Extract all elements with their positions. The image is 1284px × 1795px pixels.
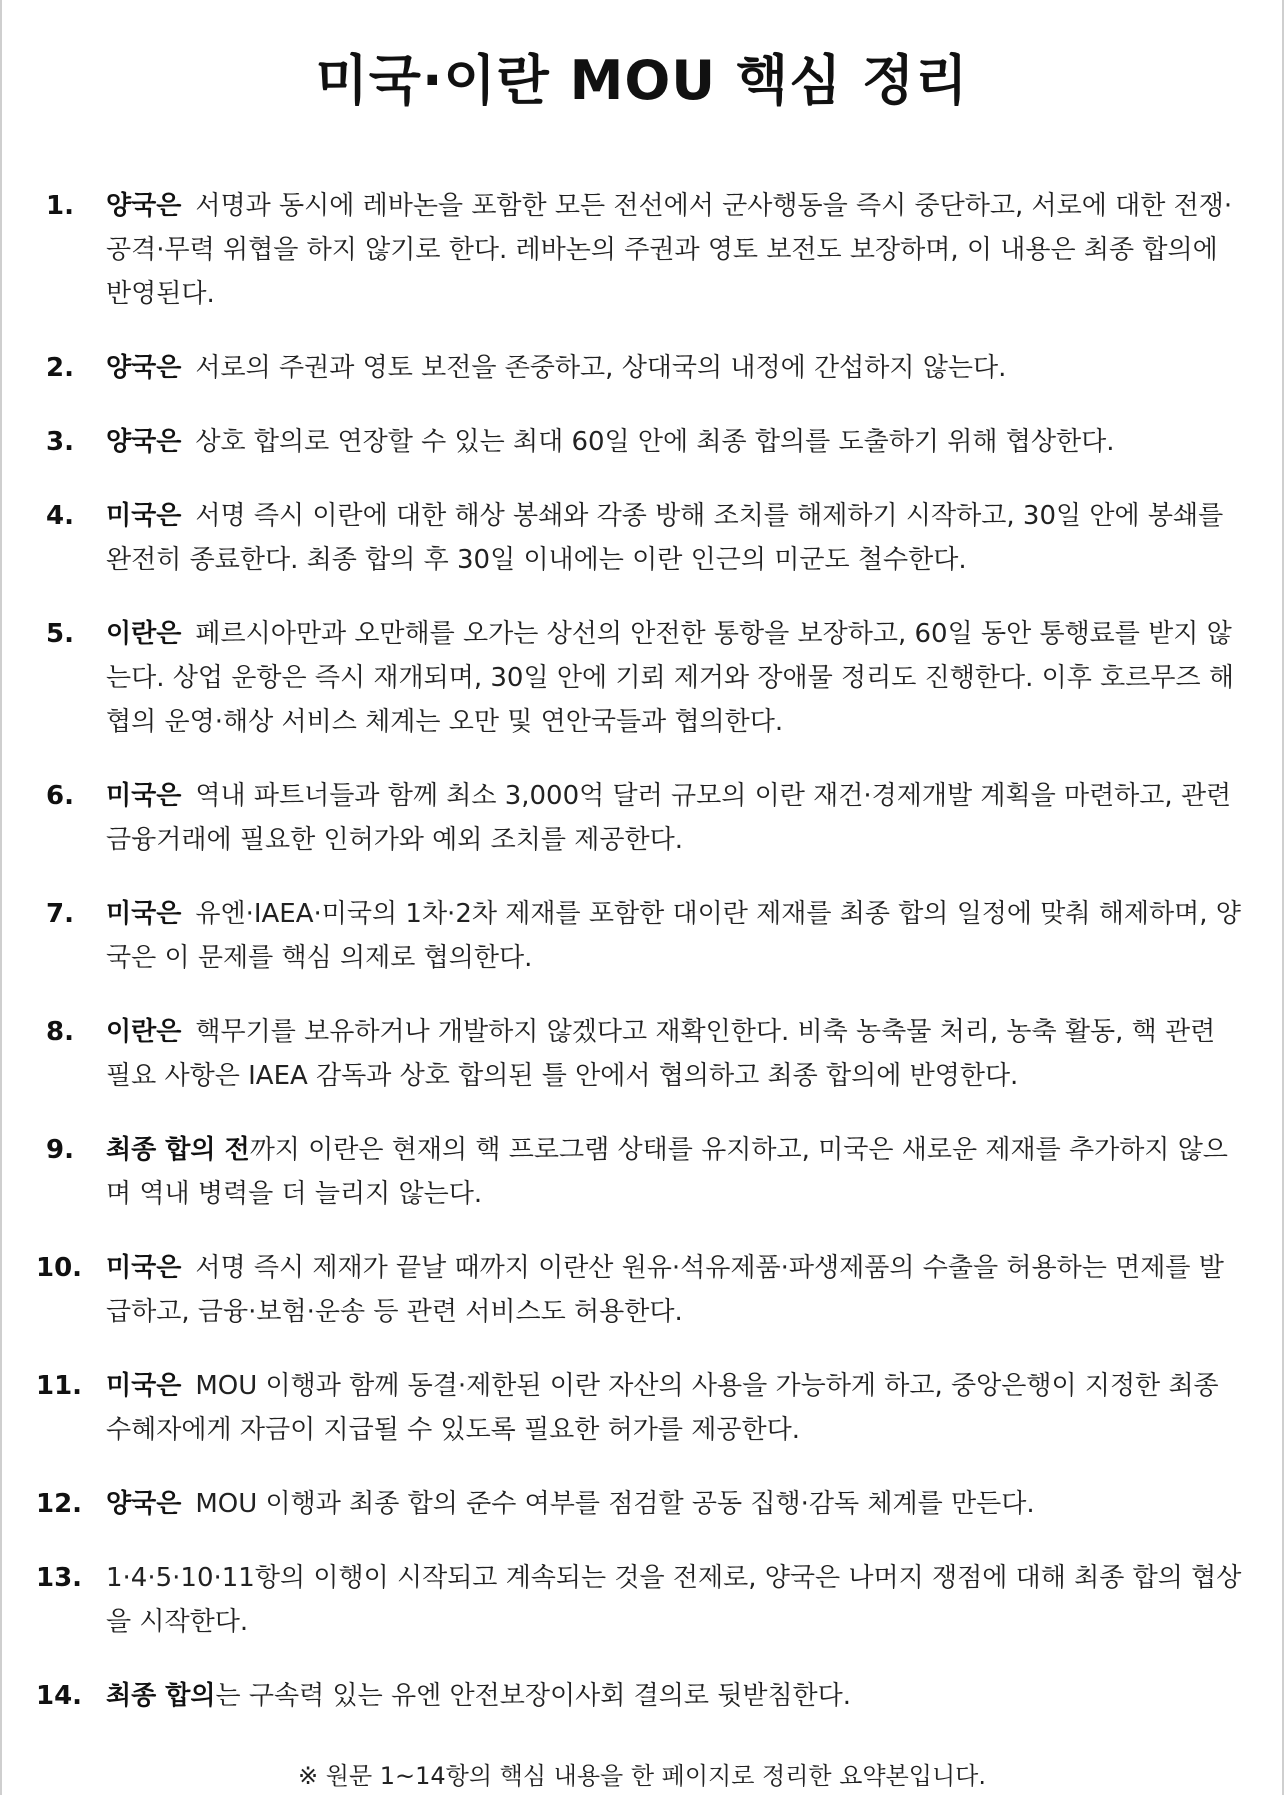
item-number: 4.: [46, 501, 74, 531]
item-subject: 양국은: [106, 427, 182, 457]
list-item: [46, 1128, 1246, 1216]
item-number: 6.: [46, 781, 74, 811]
item-number: 3.: [46, 427, 74, 457]
item-number: 9.: [46, 1135, 74, 1165]
list-item: [46, 892, 1246, 980]
footnote: ※ 원문 1~14항의 핵심 내용을 한 페이지로 정리한 요약본입니다.: [298, 1762, 986, 1790]
item-subject: 양국은: [106, 1489, 182, 1519]
item-number: 12.: [36, 1489, 83, 1519]
list-item: [46, 612, 1246, 744]
item-number: 5.: [46, 619, 74, 649]
item-subject: 미국은: [106, 501, 182, 531]
item-number: 8.: [46, 1017, 74, 1047]
item-text: 핵무기를 보유하거나 개발하지 않겠다고 재확인한다. 비축 농축물 처리, 농축 활동, 핵 관련 필요 사항은 IAEA 감독과 상호 합의된 틀 안에서 협의하고 최종 합의에 반영한다.: [106, 1017, 1216, 1091]
item-subject: 이란은: [106, 619, 182, 649]
list-item: [46, 420, 1246, 464]
item-subject: 양국은: [106, 191, 182, 221]
item-text: 상호 합의로 연장할 수 있는 최대 60일 안에 최종 합의를 도출하기 위해 협상한다.: [195, 427, 1115, 457]
page-title: 미국·이란 MOU 핵심 정리: [315, 49, 969, 112]
item-number: 11.: [36, 1371, 83, 1401]
item-text: 페르시아만과 오만해를 오가는 상선의 안전한 통항을 보장하고, 60일 동안 통행료를 받지 않는다. 상업 운항은 즉시 재개되며, 30일 안에 기뢰 제거와 장애물 정리도 진행한다. 이후 호르무즈 해협의 운영·해상 서비스 체계는 오만 및 연안국들과 협의한다.: [106, 619, 1234, 737]
list-item: [46, 774, 1246, 862]
item-number: 13.: [36, 1563, 83, 1593]
item-subject: 최종 합의 전: [106, 1135, 250, 1165]
item-number: 1.: [46, 191, 74, 221]
item-text: 서명 즉시 이란에 대한 해상 봉쇄와 각종 방해 조치를 해제하기 시작하고, 30일 안에 봉쇄를 완전히 종료한다. 최종 합의 후 30일 이내에는 이란 인근의 미군도 철수한다.: [106, 501, 1224, 575]
item-text: 역내 파트너들과 함께 최소 3,000억 달러 규모의 이란 재건·경제개발 계획을 마련하고, 관련 금융거래에 필요한 인허가와 예외 조치를 제공한다.: [106, 781, 1232, 855]
item-number: 14.: [36, 1681, 83, 1711]
list-item: [36, 1246, 1246, 1334]
item-text: 유엔·IAEA·미국의 1차·2차 제재를 포함한 대이란 제재를 최종 합의 일정에 맞춰 해제하며, 양국은 이 문제를 핵심 의제로 협의한다.: [106, 899, 1241, 973]
list-item: [36, 1364, 1246, 1452]
item-text: 1·4·5·10·11항의 이행이 시작되고 계속되는 것을 전제로, 양국은 나머지 쟁점에 대해 최종 합의 협상을 시작한다.: [106, 1563, 1242, 1637]
item-text: 서로의 주권과 영토 보전을 존중하고, 상대국의 내정에 간섭하지 않는다.: [195, 353, 1007, 383]
item-subject: 미국은: [106, 1371, 182, 1401]
list-item: [46, 184, 1246, 316]
item-subject: 양국은: [106, 353, 182, 383]
item-text: 서명 즉시 제재가 끝날 때까지 이란산 원유·석유제품·파생제품의 수출을 허용하는 면제를 발급하고, 금융·보험·운송 등 관련 서비스도 허용한다.: [106, 1253, 1224, 1327]
item-number: 2.: [46, 353, 74, 383]
item-subject: 이란은: [106, 1017, 182, 1047]
item-subject: 미국은: [106, 781, 182, 811]
list-item: [36, 1482, 1246, 1526]
item-list: [36, 184, 1246, 1748]
item-subject: 미국은: [106, 899, 182, 929]
list-item: [46, 494, 1246, 582]
item-number: 7.: [46, 899, 74, 929]
item-text: 서명과 동시에 레바논을 포함한 모든 전선에서 군사행동을 즉시 중단하고, 서로에 대한 전쟁·공격·무력 위협을 하지 않기로 한다. 레바논의 주권과 영토 보전도 보장하며, 이 내용은 최종 합의에 반영된다.: [106, 191, 1233, 309]
item-text: MOU 이행과 함께 동결·제한된 이란 자산의 사용을 가능하게 하고, 중앙은행이 지정한 최종 수혜자에게 자금이 지급될 수 있도록 필요한 허가를 제공한다.: [106, 1371, 1219, 1445]
list-item: [46, 346, 1246, 390]
list-item: [46, 1010, 1246, 1098]
item-number: 10.: [36, 1253, 83, 1283]
item-text: 는 구속력 있는 유엔 안전보장이사회 결의로 뒷받침한다.: [215, 1681, 852, 1711]
item-text: MOU 이행과 최종 합의 준수 여부를 점검할 공동 집행·감독 체계를 만든다.: [195, 1489, 1035, 1519]
list-item: [36, 1674, 1246, 1718]
item-subject: 미국은: [106, 1253, 182, 1283]
item-subject: 최종 합의: [106, 1681, 216, 1711]
list-item: [36, 1556, 1246, 1644]
item-text: 까지 이란은 현재의 핵 프로그램 상태를 유지하고, 미국은 새로운 제재를 추가하지 않으며 역내 병력을 더 늘리지 않는다.: [106, 1135, 1228, 1209]
